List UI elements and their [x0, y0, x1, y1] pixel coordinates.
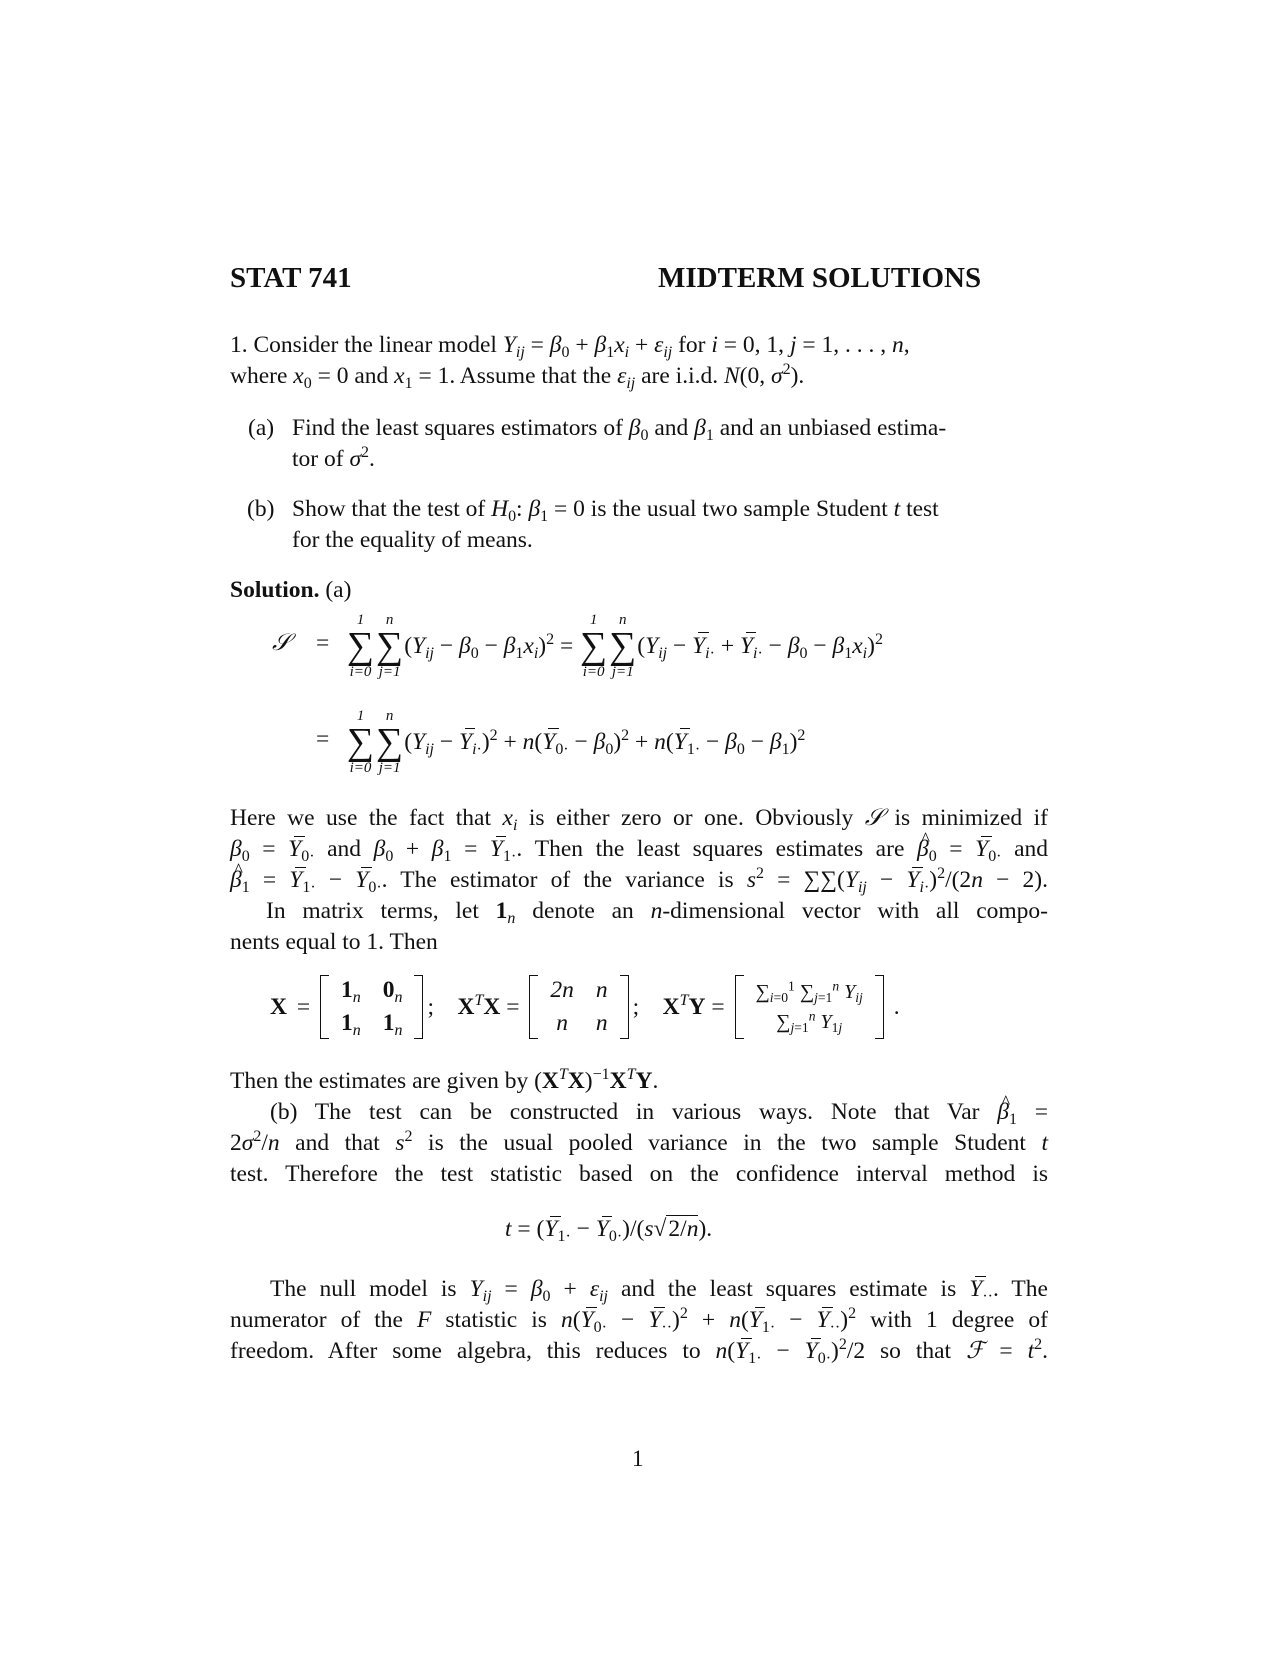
matrix-XtX: 2n n n n [550, 977, 608, 1036]
part-a-label: (a) [248, 415, 275, 441]
t-statistic-formula: $t = (Y_{1\cdot} - Y_{0\cdot})/(s√2/n)$. [505, 1216, 713, 1245]
equals-sign-1: = [316, 630, 330, 656]
paragraph-matrix-line1: In matrix terms, let $1_n$ denote an n-dimensional vector with all compo- [266, 898, 1048, 927]
null-model-line1: The null model is $Y_{ij} = \beta_0 + \varepsilon_{ij}$ and the least squares estimate is $Y_{\cdot\cdot}$. The [270, 1276, 1048, 1305]
course-title: STAT 741 [230, 262, 352, 294]
part-a-text: Find the least squares estimators of $\beta_0$ and $\beta_1$ and an unbiased estima- tor of $\sigma^2$. [292, 415, 947, 472]
document-title: MIDTERM SOLUTIONS [658, 262, 982, 294]
sum-of-squares-symbol: 𝒮 [272, 630, 291, 656]
equation-line-1: 1 ∑ i=0 n ∑ j=1 $(Y_{ij} - \beta_0 - \beta_1x_i)^2$ = 1 ∑ i=0 n ∑ j=1 $(Y_{ij} - Y_{i\cdot} + Y_{i\cdot} - \beta_0 - \beta_1x_i)^2$ [347, 612, 883, 680]
matrix-equations: X = $1_n$ $0_n$ $1_n$ $1_n$ ; $X^TX$ = 2n n n n ; $X^TY$ = $\sum_{i=0}^1$ $\sum_{j=1}^n$ $Y_{ij}$ $\sum_{j=1}^n$ $Y_{1j}$ . [270, 977, 900, 1039]
estimates-line: Then the estimates are given by $(X^TX)^{-1}X^TY$. [230, 1066, 659, 1094]
part-b-text: Show that the test of $H_0$: $\beta_1 = 0$ is the usual two sample Student t test for the equality of means. [292, 496, 939, 553]
part-b-label: (b) [247, 496, 275, 522]
problem-statement-line2: where $x_0 = 0$ and $x_1 = 1$. Assume that the $\varepsilon_{ij}$ are i.i.d. N(0, $\sigma^2$). [230, 361, 805, 392]
solution-part-a-label: (a) [325, 577, 352, 603]
equation-line-2: 1 ∑ i=0 n ∑ j=1 $(Y_{ij} - Y_{i\cdot})^2 + n(Y_{0\cdot} - \beta_0)^2 + n(Y_{1\cdot} - \beta_0 - \beta_1)^2$ [347, 708, 806, 776]
problem-statement-line1: 1. Consider the linear model $Y_{ij} = \beta_0 + \beta_1x_i + \varepsilon_{ij}$ for i = 0, 1, j = 1, . . . , n, [230, 332, 910, 361]
paragraph-matrix-line2: nents equal to 1. Then [230, 929, 438, 955]
part-b-solution-line3: test. Therefore the test statistic based on the confidence interval method is [230, 1161, 1048, 1187]
paragraph-minimization-line3: ^ $\beta_1 = Y_{1\cdot} - Y_{0\cdot}$. The estimator of the variance is $s^2 = \sum\sum(Y_{ij} - Y_{i\cdot})^2/(2n - 2)$. [230, 865, 1048, 896]
paragraph-minimization-line2: $\beta_0 = Y_{0\cdot}$ and $\beta_0 + \beta_1 = Y_{1\cdot}$. Then the least squares estimates are ^ $\beta_0 = Y_{0\cdot}$ and [230, 834, 1048, 865]
null-model-line2: numerator of the F statistic is $n(Y_{0\cdot} - Y_{\cdot\cdot})^2 + n(Y_{1\cdot} - Y_{\cdot\cdot})^2$ with 1 degree of [230, 1305, 1048, 1336]
part-b-solution-line2: $2\sigma^2/n$ and that $s^2$ is the usual pooled variance in the two sample Student t [230, 1128, 1049, 1156]
solution-label: Solution. [230, 577, 320, 603]
page-number: 1 [632, 1446, 644, 1471]
paragraph-minimization-line1: Here we use the fact that $x_i$ is either zero or one. Obviously 𝒮 is minimized if [230, 805, 1048, 834]
equals-sign-2: = [316, 726, 330, 752]
matrix-XtY: $\sum_{i=0}^1$ $\sum_{j=1}^n$ $Y_{ij}$ $\sum_{j=1}^n$ $Y_{1j}$ [755, 978, 863, 1036]
part-b-solution-line1: (b) The test can be constructed in various ways. Note that Var ^ $\beta_1$ = [270, 1097, 1048, 1128]
problem-number: 1. [230, 332, 248, 358]
matrix-X: $1_n$ $0_n$ $1_n$ $1_n$ [341, 977, 403, 1039]
null-model-line3: freedom. After some algebra, this reduces to $n(Y_{1\cdot} - Y_{0\cdot})^2/2$ so that ℱ = $t^2$. [230, 1336, 1048, 1367]
solution-heading [230, 575, 351, 606]
